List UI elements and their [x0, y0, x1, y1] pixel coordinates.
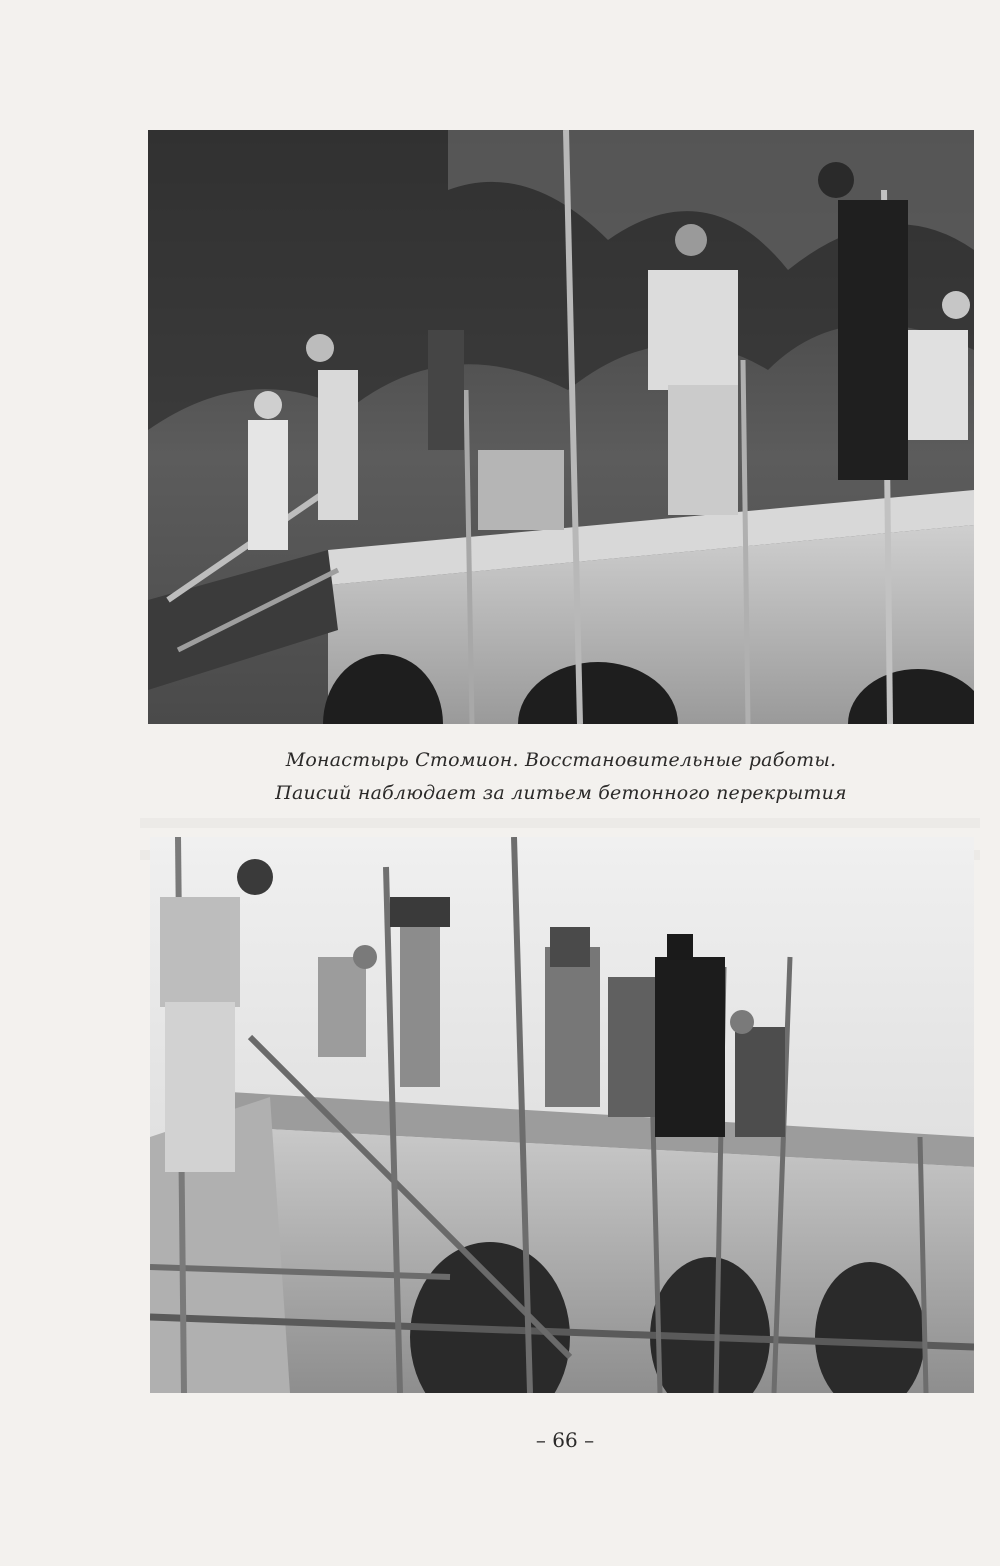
caption-line-1: Монастырь Стомион. Восстановительные работы.: [285, 749, 837, 771]
photo-caption: [148, 744, 974, 810]
photo-restoration-works-bottom: [150, 837, 974, 1393]
page-number: – 66 –: [535, 1428, 595, 1452]
show-through-line: [140, 818, 980, 828]
caption-line-2: Паисий наблюдает за литьем бетонного перекрытия: [275, 782, 847, 804]
photo-restoration-works-top: [148, 130, 974, 724]
